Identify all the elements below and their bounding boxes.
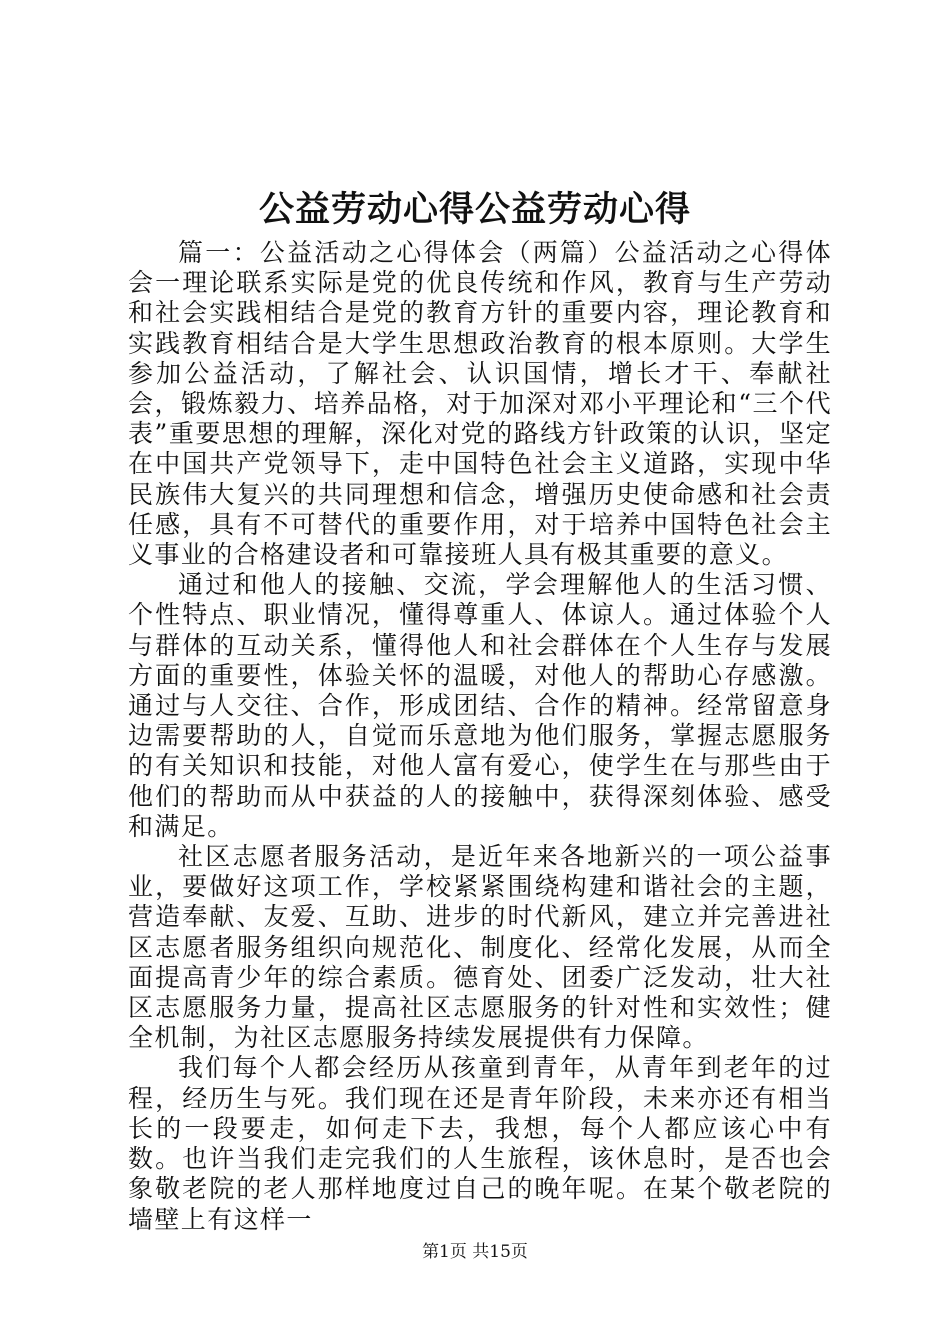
paragraph-2: 通过和他人的接触、交流，学会理解他人的生活习惯、个性特点、职业情况，懂得尊重人、体谅人。通过体验个人与群体的互动关系，懂得他人和社会群体在个人生存与发展方面的重要性，体验关怀的温暖，对他人的帮助心存感激。通过与人交往、合作，形成团结、合作的精神。经常留意身边需要帮助的人，自觉而乐意地为他们服务，掌握志愿服务的有关知识和技能，对他人富有爱心，使学生在与那些由于他们的帮助而从中获益的人的接触中，获得深刻体验、感受和满足。 <box>128 570 832 841</box>
paragraph-4: 我们每个人都会经历从孩童到青年，从青年到老年的过程，经历生与死。我们现在还是青年阶段，未来亦还有相当长的一段要走，如何走下去，我想，每个人都应该心中有数。也许当我们走完我们的人生旅程，该休息时，是否也会象敬老院的老人那样地度过自己的晚年呢。在某个敬老院的墙壁上有这样一 <box>128 1053 832 1234</box>
document-title: 公益劳动心得公益劳动心得 <box>258 189 691 230</box>
page-number-footer: 第1页 共15页 <box>422 1242 528 1262</box>
paragraph-3: 社区志愿者服务活动，是近年来各地新兴的一项公益事业，要做好这项工作，学校紧紧围绕构建和谐社会的主题，营造奉献、友爱、互助、进步的时代新风，建立并完善进社区志愿者服务组织向规范化、制度化、经常化发展，从而全面提高青少年的综合素质。德育处、团委广泛发动，壮大社区志愿服务力量，提高社区志愿服务的针对性和实效性；健全机制，为社区志愿服务持续发展提供有力保障。 <box>128 842 832 1053</box>
paragraph-1: 篇一：公益活动之心得体会（两篇）公益活动之心得体会一理论联系实际是党的优良传统和作风，教育与生产劳动和社会实践相结合是党的教育方针的重要内容，理论教育和实践教育相结合是大学生思想政治教育的根本原则。大学生参加公益活动，了解社会、认识国情，增长才干、奉献社会，锻炼毅力、培养品格，对于加深对邓小平理论和“三个代表”重要思想的理解，深化对党的路线方针政策的认识，坚定在中国共产党领导下，走中国特色社会主义道路，实现中华民族伟大复兴的共同理想和信念，增强历史使命感和社会责任感，具有不可替代的重要作用，对于培养中国特色社会主义事业的合格建设者和可靠接班人具有极其重要的意义。 <box>128 238 832 570</box>
document-body <box>128 238 832 1235</box>
